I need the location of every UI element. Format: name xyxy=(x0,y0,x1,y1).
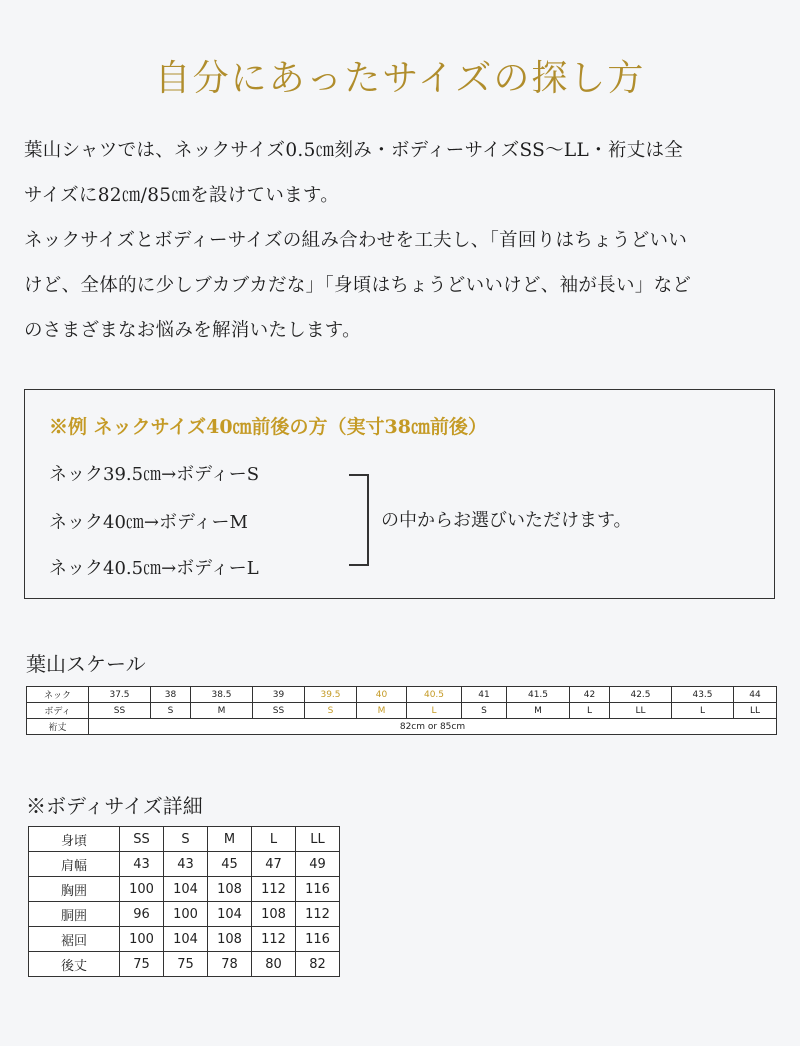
bracket-divider xyxy=(349,474,369,566)
table-cell: 78 xyxy=(208,952,252,977)
table-row xyxy=(29,877,340,902)
scale-cell: SS xyxy=(89,703,151,719)
table-cell: 100 xyxy=(120,927,164,952)
scale-cell: 39 xyxy=(253,687,305,703)
scale-cell-highlight: 39.5 xyxy=(305,687,357,703)
size-header: L xyxy=(252,827,296,852)
row-label: ネック xyxy=(27,687,89,703)
scale-cell-highlight: 40.5 xyxy=(407,687,462,703)
scale-row-neck xyxy=(27,687,777,703)
size-header: M xyxy=(208,827,252,852)
table-header-row xyxy=(29,827,340,852)
size-header: LL xyxy=(296,827,340,852)
scale-cell: 44 xyxy=(734,687,777,703)
table-row xyxy=(29,902,340,927)
body-size-table xyxy=(28,826,340,977)
body-detail-title: ※ボディサイズ詳細 xyxy=(26,794,203,818)
row-label: 肩幅 xyxy=(29,852,120,877)
scale-cell-highlight: 40 xyxy=(357,687,407,703)
scale-cell-sleeve: 82cm or 85cm xyxy=(89,719,777,735)
table-cell: 45 xyxy=(208,852,252,877)
scale-cell: M xyxy=(191,703,253,719)
scale-cell: S xyxy=(462,703,507,719)
scale-cell: L xyxy=(672,703,734,719)
scale-row-body xyxy=(27,703,777,719)
scale-row-sleeve xyxy=(27,719,777,735)
example-line: ネック40.5㎝→ボディーL xyxy=(49,558,259,579)
example-tail: の中からお選びいただけます。 xyxy=(381,510,632,531)
scale-cell: LL xyxy=(734,703,777,719)
table-cell: 100 xyxy=(164,902,208,927)
scale-cell-highlight: L xyxy=(407,703,462,719)
scale-cell: S xyxy=(151,703,191,719)
table-cell: 43 xyxy=(120,852,164,877)
table-row xyxy=(29,927,340,952)
table-cell: 96 xyxy=(120,902,164,927)
size-header: S xyxy=(164,827,208,852)
table-cell: 75 xyxy=(120,952,164,977)
scale-cell: 37.5 xyxy=(89,687,151,703)
row-label: ボディ xyxy=(27,703,89,719)
table-cell: 112 xyxy=(296,902,340,927)
scale-cell: 38 xyxy=(151,687,191,703)
table-cell: 47 xyxy=(252,852,296,877)
page-title: 自分にあったサイズの探し方 xyxy=(154,58,646,99)
scale-cell: 42.5 xyxy=(610,687,672,703)
intro-line: けど、全体的に少しブカブカだな」「身頃はちょうどいいけど、袖が長い」など xyxy=(24,275,692,296)
table-cell: 75 xyxy=(164,952,208,977)
table-cell: 108 xyxy=(208,927,252,952)
row-label: 裄丈 xyxy=(27,719,89,735)
table-cell: 104 xyxy=(208,902,252,927)
table-cell: 49 xyxy=(296,852,340,877)
table-row xyxy=(29,952,340,977)
table-cell: 108 xyxy=(252,902,296,927)
row-label: 胴囲 xyxy=(29,902,120,927)
table-cell: 104 xyxy=(164,877,208,902)
table-cell: 80 xyxy=(252,952,296,977)
table-cell: 104 xyxy=(164,927,208,952)
scale-cell: 41.5 xyxy=(507,687,570,703)
scale-cell: 41 xyxy=(462,687,507,703)
example-title: ※例 ネックサイズ40㎝前後の方（実寸38㎝前後） xyxy=(49,416,487,438)
scale-cell: 43.5 xyxy=(672,687,734,703)
example-box xyxy=(24,389,775,599)
scale-cell: 42 xyxy=(570,687,610,703)
row-label: 後丈 xyxy=(29,952,120,977)
row-label: 裾回 xyxy=(29,927,120,952)
table-cell: 108 xyxy=(208,877,252,902)
size-header: SS xyxy=(120,827,164,852)
table-cell: 116 xyxy=(296,877,340,902)
intro-line: のさまざまなお悩みを解消いたします。 xyxy=(24,320,361,341)
table-cell: 112 xyxy=(252,927,296,952)
scale-cell: L xyxy=(570,703,610,719)
table-cell: 43 xyxy=(164,852,208,877)
intro-line: ネックサイズとボディーサイズの組み合わせを工夫し、「首回りはちょうどいい xyxy=(24,230,688,251)
row-label: 胸囲 xyxy=(29,877,120,902)
table-cell: 100 xyxy=(120,877,164,902)
scale-cell: M xyxy=(507,703,570,719)
table-cell: 82 xyxy=(296,952,340,977)
table-row xyxy=(29,852,340,877)
scale-cell: 38.5 xyxy=(191,687,253,703)
table-cell: 112 xyxy=(252,877,296,902)
scale-title: 葉山スケール xyxy=(26,652,146,676)
intro-line: サイズに82㎝/85㎝を設けています。 xyxy=(24,185,340,206)
scale-cell: SS xyxy=(253,703,305,719)
table-cell: 116 xyxy=(296,927,340,952)
scale-cell-highlight: M xyxy=(357,703,407,719)
scale-cell: LL xyxy=(610,703,672,719)
example-line: ネック40㎝→ボディーM xyxy=(49,512,248,533)
scale-table xyxy=(26,686,777,735)
example-line: ネック39.5㎝→ボディーS xyxy=(49,464,260,485)
intro-line: 葉山シャツでは、ネックサイズ0.5㎝刻み・ボディーサイズSS～LL・裄丈は全 xyxy=(24,140,684,161)
intro-text xyxy=(24,128,784,353)
header-label: 身頃 xyxy=(29,827,120,852)
scale-cell-highlight: S xyxy=(305,703,357,719)
